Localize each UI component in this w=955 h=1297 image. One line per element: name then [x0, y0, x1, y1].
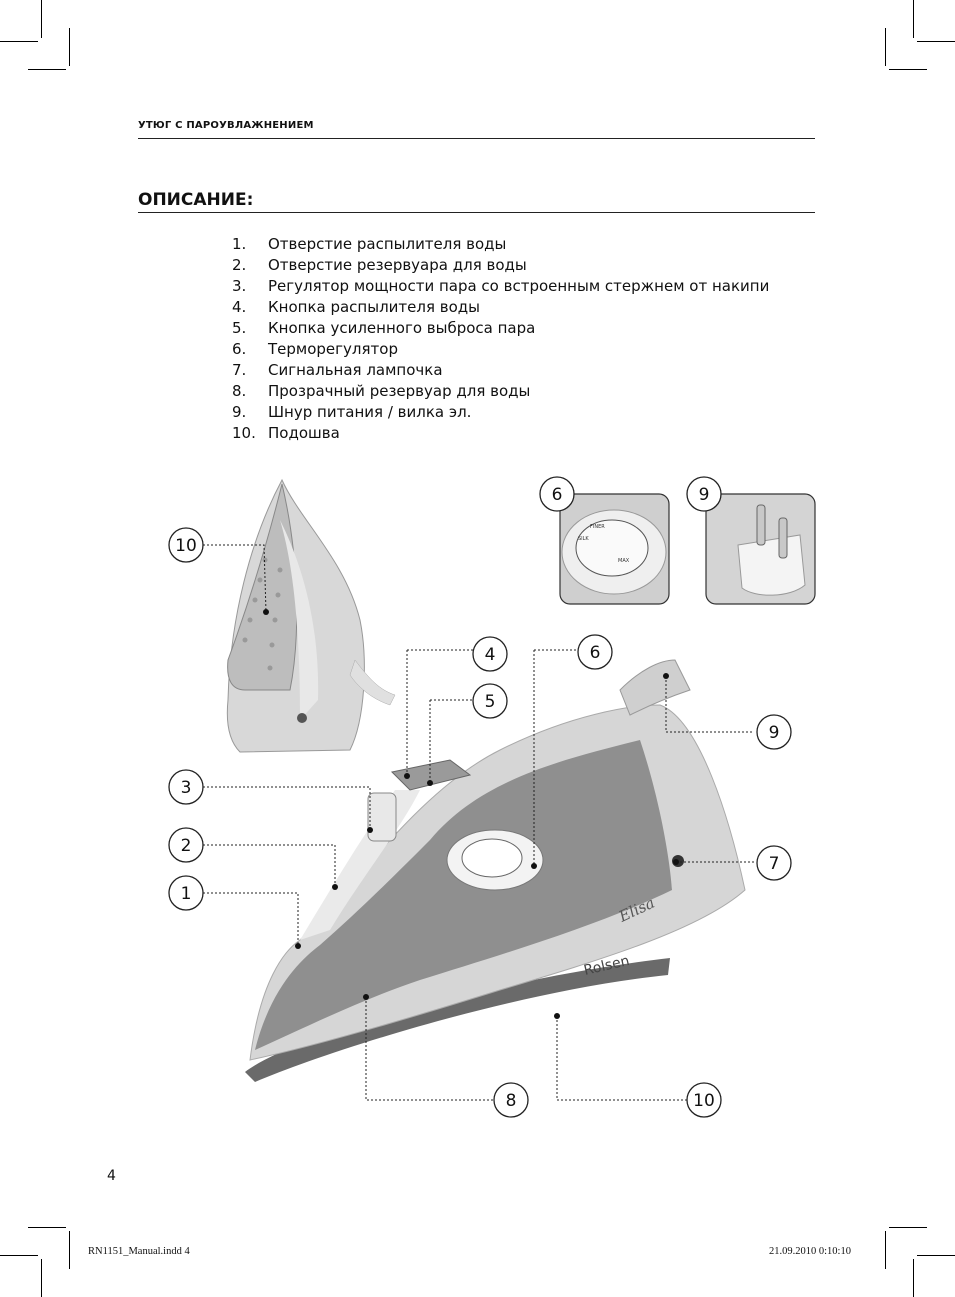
item-label: Шнур питания / вилка эл.: [268, 403, 472, 421]
item-label: Подошва: [268, 424, 340, 442]
callout-number: 6: [589, 643, 601, 663]
dial-label: FINER: [590, 524, 605, 530]
callout-number: 10: [175, 536, 197, 556]
page-number: 4: [107, 1168, 116, 1184]
section-title: ОПИСАНИЕ:: [138, 190, 254, 210]
item-label: Отверстие резервуара для воды: [268, 256, 527, 274]
running-header: УТЮГ С ПАРОУВЛАЖНЕНИЕМ: [138, 120, 314, 131]
callout-number: 3: [180, 778, 192, 798]
callout-number: 8: [505, 1091, 517, 1111]
callout-number: 5: [484, 692, 496, 712]
item-label: Отверстие распылителя воды: [268, 235, 507, 253]
slug-timestamp: 21.09.2010 0:10:10: [769, 1246, 851, 1257]
item-label: Прозрачный резервуар для воды: [268, 382, 531, 400]
item-number: 5.: [232, 319, 247, 337]
item-number: 4.: [232, 298, 247, 316]
dial-label: MAX: [618, 558, 630, 564]
callout-number: 2: [180, 836, 192, 856]
iron-model-logo: Elisa: [616, 893, 658, 926]
callout-number: 10: [693, 1091, 715, 1111]
iron-brand-logo: Rolsen: [582, 952, 632, 979]
item-number: 1.: [232, 235, 247, 253]
callout-number: 6: [551, 485, 563, 505]
thermostat-dial-inset: [560, 494, 669, 604]
item-number: 3.: [232, 277, 247, 295]
callout-number: 9: [698, 485, 710, 505]
power-plug-inset: [706, 494, 815, 604]
item-number: 8.: [232, 382, 247, 400]
item-number: 2.: [232, 256, 247, 274]
slug-file-name: RN1151_Manual.indd 4: [88, 1246, 190, 1257]
iron-sole-view-image: [227, 480, 395, 752]
callout-number: 4: [484, 645, 496, 665]
item-number: 6.: [232, 340, 247, 358]
item-label: Кнопка усиленного выброса пара: [268, 319, 536, 337]
callout-number: 7: [768, 854, 780, 874]
item-label: Терморегулятор: [268, 340, 398, 358]
callout-number: 9: [768, 723, 780, 743]
item-label: Кнопка распылителя воды: [268, 298, 480, 316]
item-label: Регулятор мощности пара со встроенным стержнем от накипи: [268, 277, 770, 295]
callout-number: 1: [180, 884, 192, 904]
item-number: 10.: [232, 424, 256, 442]
item-number: 9.: [232, 403, 247, 421]
dial-label: SILK: [578, 536, 589, 542]
item-number: 7.: [232, 361, 247, 379]
item-label: Сигнальная лампочка: [268, 361, 443, 379]
